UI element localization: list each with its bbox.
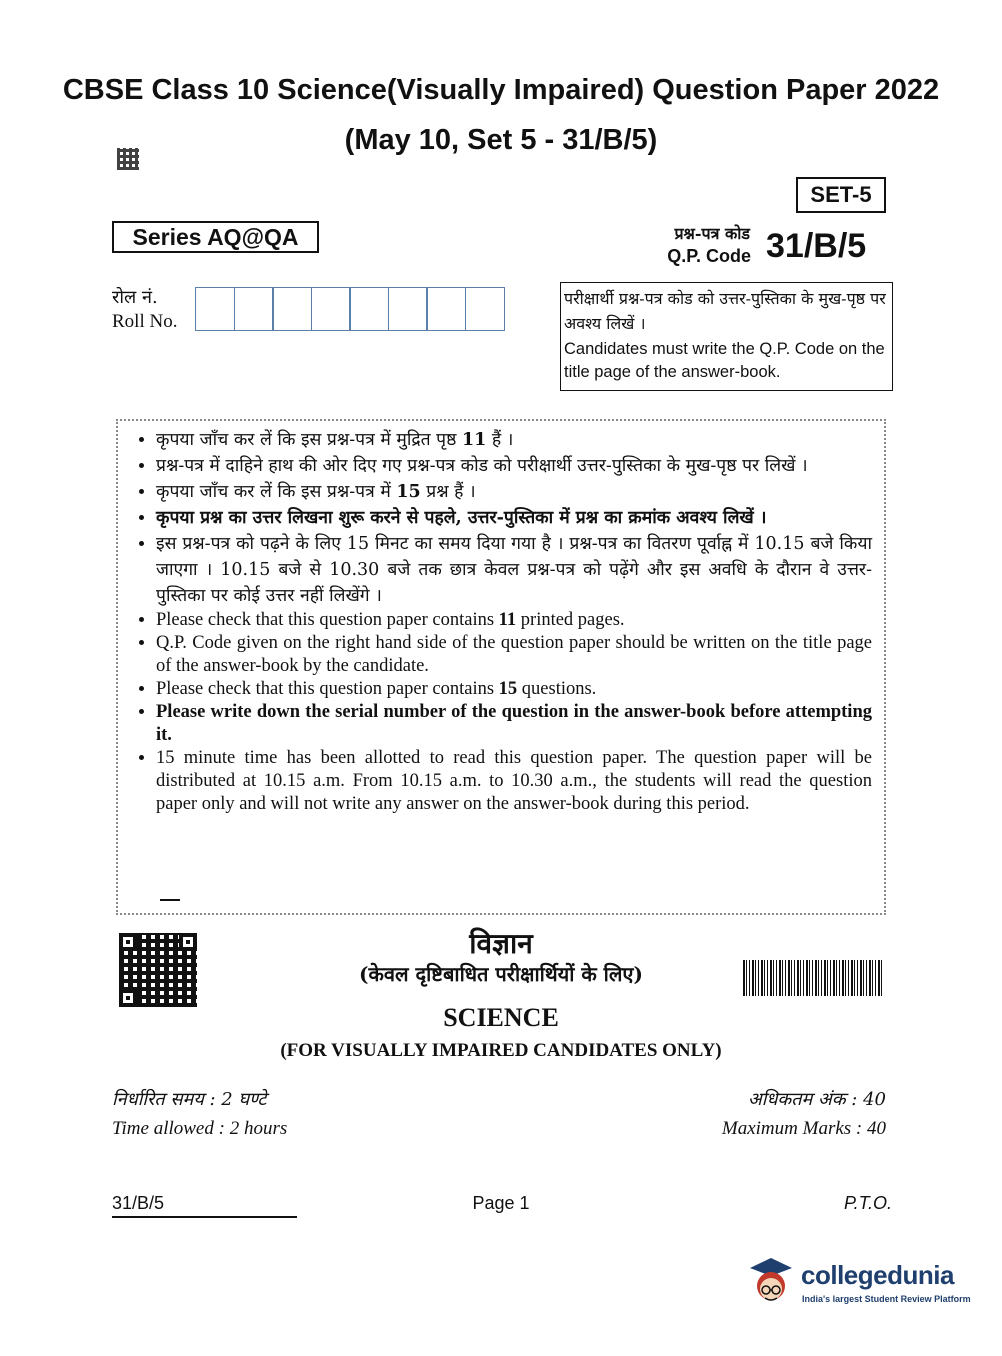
instruction-text: हैं । [486, 430, 514, 450]
roll-label-hindi: रोल नं. [112, 287, 158, 308]
instruction-text: Please check that this question paper contains [156, 610, 499, 630]
candidate-note-hindi: परीक्षार्थी प्रश्न-पत्र कोड को उत्तर-पुस्तिका के मुख-पृष्ठ पर अवश्य लिखें । [564, 289, 886, 333]
instruction-text: कृपया प्रश्न का उत्तर लिखना शुरू करने से पहले, उत्तर-पुस्तिका में प्रश्न का क्रमांक अवश्य लिखें । [156, 508, 767, 528]
roll-digit-box [388, 287, 428, 331]
roll-digit-box [234, 287, 274, 331]
mascot-icon [746, 1254, 796, 1310]
footer-code: 31/B/5 [112, 1193, 165, 1213]
subject-subtitle-hindi: (केवल दृष्टिबाधित परीक्षार्थियों के लिए) [359, 962, 643, 986]
subject-title: SCIENCE [443, 1003, 559, 1032]
instruction-text: इस प्रश्न-पत्र को पढ़ने के लिए 15 मिनट का समय दिया गया है । प्रश्न-पत्र का वितरण पूर्वाह्न में 10.15 बजे किया जाएगा । 10.15 बजे से 10.30 बजे तक छात्र केवल प्रश्न-पत्र को पढ़ेंगे और इस अवधि के दौरान वे उत्तर-पुस्तिका पर कोई उत्तर नहीं लिखेंगे । [156, 534, 872, 606]
instruction-number: 11 [498, 610, 517, 630]
instruction-item [156, 747, 872, 816]
roll-label: Roll No. [112, 311, 178, 332]
instruction-item [156, 609, 872, 632]
roll-digit-box [465, 287, 505, 331]
instruction-text: questions. [517, 679, 597, 699]
instruction-text: printed pages. [516, 610, 625, 630]
page-number: Page 1 [472, 1193, 530, 1213]
roll-digit-box [426, 287, 466, 331]
instruction-text: प्रश्न-पत्र में दाहिने हाथ की ओर दिए गए प्रश्न-पत्र कोड को परीक्षार्थी उत्तर-पुस्तिका के मुख-पृष्ठ पर लिखें । [156, 456, 808, 476]
subject-subtitle: (FOR VISUALLY IMPAIRED CANDIDATES ONLY) [280, 1040, 722, 1061]
candidate-note-english: Candidates must write the Q.P. Code on the title page of the answer-book. [564, 340, 885, 381]
instruction-item [156, 701, 872, 747]
max-marks: Maximum Marks : 40 [721, 1118, 886, 1139]
instruction-item [156, 505, 872, 531]
instruction-item [156, 479, 872, 505]
instructions-box [116, 419, 886, 915]
time-allowed-hindi: निर्धारित समय : 2 घण्टे [112, 1089, 267, 1110]
instruction-item [156, 453, 872, 479]
instruction-text: Q.P. Code given on the right hand side of the question paper should be written on the title page of the answer-book by the candidate. [156, 633, 872, 676]
set-badge: SET-5 [796, 177, 886, 213]
instruction-number: 11 [462, 430, 487, 450]
page-subtitle: (May 10, Set 5 - 31/B/5) [344, 124, 658, 156]
roll-digit-box [195, 287, 235, 331]
qp-code-label-hindi: प्रश्न-पत्र कोड [674, 224, 750, 243]
roll-digit-box [349, 287, 389, 331]
series-badge: Series AQ@QA [112, 221, 319, 253]
instruction-number: 15 [498, 679, 518, 699]
instruction-text: Please write down the serial number of the question in the answer-book before attempting it. [156, 702, 872, 745]
instruction-text: 15 minute time has been allotted to read this question paper. The question paper will be distributed at 10.15 a.m. From 10.15 a.m. to 10.30 a.m., the students will read the question paper only and will not write any answer on the answer-book during this period. [156, 748, 872, 814]
pto-label: P.T.O. [843, 1193, 892, 1213]
instruction-number: 15 [396, 482, 421, 502]
instruction-text: कृपया जाँच कर लें कि इस प्रश्न-पत्र में [156, 482, 397, 502]
logo-tagline: India's largest Student Review Platform [802, 1294, 971, 1304]
qp-code: 31/B/5 [766, 227, 867, 265]
collegedunia-logo [746, 1254, 976, 1314]
subject-title-hindi: विज्ञान [469, 927, 533, 960]
page-title: CBSE Class 10 Science(Visually Impaired) Question Paper 2022 [62, 74, 940, 106]
instruction-item [156, 632, 872, 678]
logo-name: collegedunia [801, 1260, 954, 1290]
instructions-list [130, 427, 872, 816]
instruction-text: Please check that this question paper contains [156, 679, 499, 699]
qp-code-label: Q.P. Code [667, 246, 751, 266]
roll-number-boxes [195, 287, 503, 331]
roll-digit-box [272, 287, 312, 331]
roll-digit-box [311, 287, 351, 331]
divider [160, 899, 180, 901]
instruction-text: प्रश्न हैं । [420, 482, 476, 502]
barcode-icon [743, 960, 884, 996]
instruction-item [156, 427, 872, 453]
footer-underline [112, 1216, 297, 1218]
instruction-item [156, 678, 872, 701]
time-allowed: Time allowed : 2 hours [112, 1118, 288, 1139]
candidate-note-box [560, 282, 893, 391]
instruction-item [156, 531, 872, 609]
qr-code-icon [117, 148, 139, 170]
instruction-text: कृपया जाँच कर लें कि इस प्रश्न-पत्र में मुद्रित पृष्ठ [156, 430, 462, 450]
max-marks-hindi: अधिकतम अंक : 40 [747, 1089, 886, 1110]
